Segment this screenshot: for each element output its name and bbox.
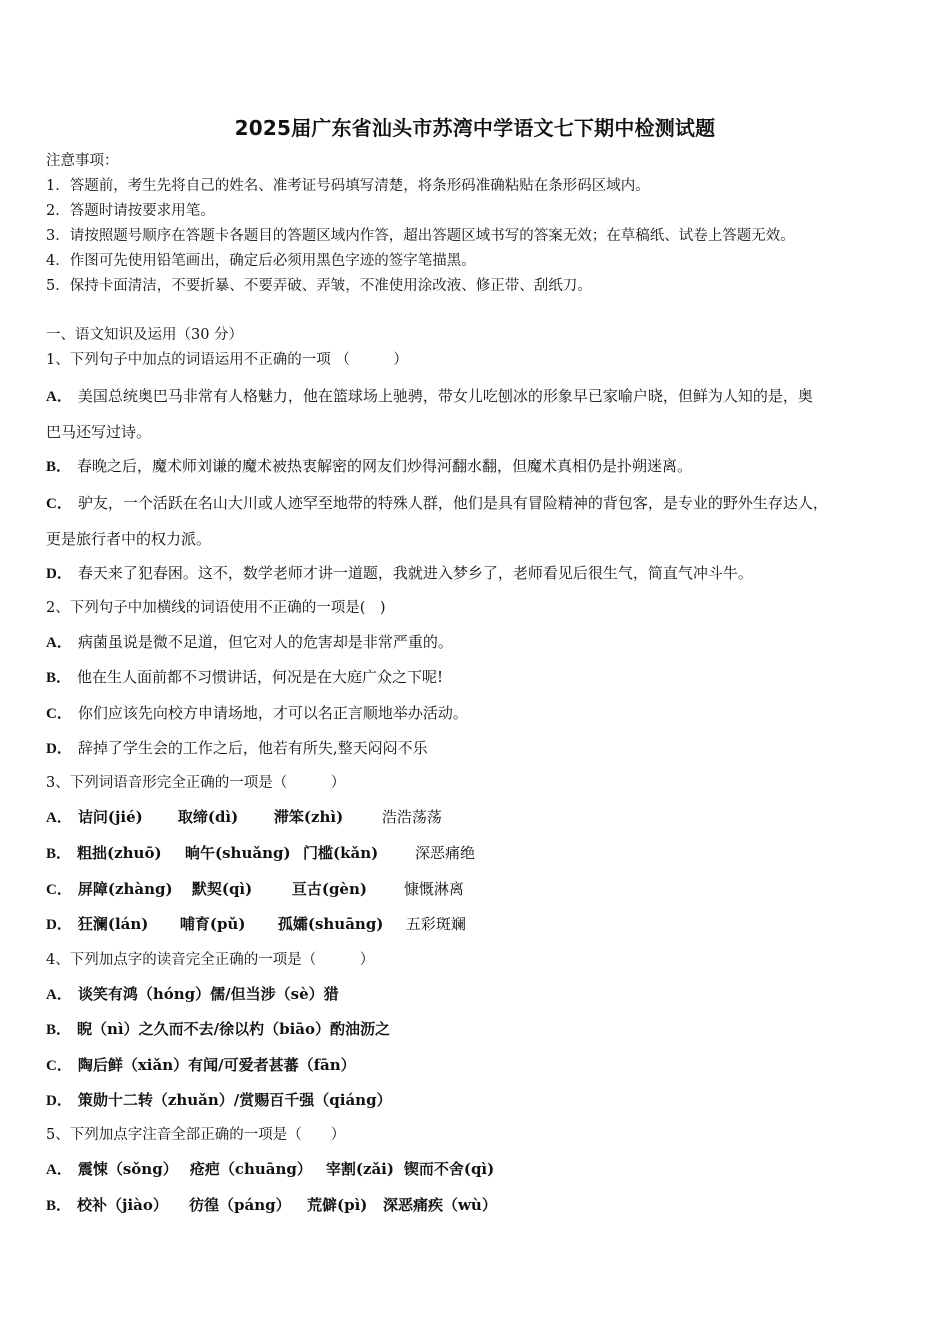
option-text: 春天来了犯春困。这不，数学老师才讲一道题，我就进入梦乡了，老师看见后很生气，简直气冲斗牛。 bbox=[77, 564, 753, 582]
word-item: 诘问(jié) bbox=[77, 808, 143, 826]
q1-option-c bbox=[46, 493, 828, 514]
page-title: 2025届广东省汕头市苏湾中学语文七下期中检测试题 bbox=[234, 116, 716, 140]
option-label: D． bbox=[46, 917, 72, 933]
q1-stem: 1、下列句子中加点的词语运用不正确的一项 （ ） bbox=[46, 352, 408, 368]
q1-option-a-cont: 巴马还写过诗。 bbox=[46, 423, 152, 441]
option-text: 驴友，一个活跃在名山大川或人迹罕至地带的特殊人群，他们是具有冒险精神的背包客，是专业的野外生存达人， bbox=[77, 494, 828, 512]
q2-stem: 2、下列句子中加横线的词语使用不正确的一项是( ) bbox=[46, 600, 386, 616]
word-item: 深恶痛绝 bbox=[415, 844, 476, 862]
q3-option-c bbox=[46, 879, 464, 900]
word-item: 慷慨淋离 bbox=[403, 880, 464, 898]
q1-option-c-cont: 更是旅行者中的权力派。 bbox=[46, 530, 212, 548]
word-item: 门槛(kǎn) bbox=[303, 844, 379, 862]
q4-option-d bbox=[46, 1090, 392, 1111]
q3-option-b bbox=[46, 843, 475, 864]
option-text: 你们应该先向校方申请场地，才可以名正言顺地举办活动。 bbox=[77, 704, 468, 722]
option-label: C． bbox=[46, 882, 72, 898]
q4-option-b bbox=[46, 1019, 390, 1040]
q2-option-a bbox=[46, 632, 453, 653]
word-item: 震悚（sǒng） bbox=[77, 1160, 178, 1178]
q2-option-b bbox=[46, 667, 443, 688]
notice-item: 3．请按照题号顺序在答题卡各题目的答题区域内作答，超出答题区域书写的答案无效；在草稿纸、试卷上答题无效。 bbox=[46, 228, 795, 244]
word-item: 疮疤（chuāng） bbox=[189, 1160, 312, 1178]
option-label: B． bbox=[46, 459, 72, 475]
q3-stem: 3、下列词语音形完全正确的一项是（ ） bbox=[46, 775, 346, 791]
notice-item: 2．答题时请按要求用笔。 bbox=[46, 203, 215, 219]
q4-option-a bbox=[46, 984, 339, 1005]
q4-stem: 4、下列加点字的读音完全正确的一项是（ ） bbox=[46, 952, 375, 968]
option-label: D． bbox=[46, 1093, 72, 1109]
word-item: 屏障(zhàng) bbox=[77, 880, 173, 898]
section-heading: 一、语文知识及运用（30 分） bbox=[46, 327, 244, 343]
notice-item: 1．答题前，考生先将自己的姓名、准考证号码填写清楚，将条形码准确粘贴在条形码区域内。 bbox=[46, 178, 650, 194]
q1-option-d bbox=[46, 563, 753, 584]
q1-option-a bbox=[46, 386, 813, 407]
option-label: D． bbox=[46, 741, 72, 757]
q3-option-d bbox=[46, 914, 466, 935]
option-text: 病菌虽说是微不足道，但它对人的危害却是非常严重的。 bbox=[77, 633, 453, 651]
q2-option-c bbox=[46, 703, 468, 724]
q5-stem: 5、下列加点字注音全部正确的一项是（ ） bbox=[46, 1127, 346, 1143]
word-item: 亘古(gèn) bbox=[291, 880, 367, 898]
option-text: 策勋十二转（zhuǎn）/赏赐百千强（qiáng） bbox=[77, 1091, 392, 1109]
option-text: 春晚之后，魔术师刘谦的魔术被热衷解密的网友们炒得河翻水翻，但魔术真相仍是扑朔迷离。 bbox=[77, 457, 693, 475]
option-label: C． bbox=[46, 706, 72, 722]
option-label: B． bbox=[46, 846, 72, 862]
notice-item: 5．保持卡面清洁，不要折暴、不要弄破、弄皱，不准使用涂改液、修正带、刮纸刀。 bbox=[46, 278, 592, 294]
option-label: C． bbox=[46, 1058, 72, 1074]
word-item: 荒僻(pì) bbox=[307, 1196, 368, 1214]
word-item: 五彩斑斓 bbox=[405, 915, 466, 933]
option-text: 辞掉了学生会的工作之后，他若有所失,整天闷闷不乐 bbox=[77, 739, 428, 757]
option-label: A． bbox=[46, 635, 72, 651]
option-label: A． bbox=[46, 389, 72, 405]
option-label: A． bbox=[46, 1162, 72, 1178]
option-label: B． bbox=[46, 1198, 72, 1214]
notice-item: 4．作图可先使用铅笔画出，确定后必须用黑色字迹的签字笔描黑。 bbox=[46, 253, 476, 269]
word-item: 默契(qì) bbox=[191, 880, 253, 898]
word-item: 孤孀(shuāng) bbox=[277, 915, 384, 933]
notice-heading: 注意事项： bbox=[46, 153, 119, 169]
word-item: 校补（jiào） bbox=[77, 1196, 168, 1214]
option-text: 谈笑有鸿（hóng）儒/但当涉（sè）猎 bbox=[77, 985, 339, 1003]
q2-option-d bbox=[46, 738, 428, 759]
option-label: A． bbox=[46, 987, 72, 1003]
word-item: 取缔(dì) bbox=[177, 808, 239, 826]
option-text: 他在生人面前都不习惯讲话，何况是在大庭广众之下呢! bbox=[77, 668, 444, 686]
option-label: C． bbox=[46, 496, 72, 512]
option-text: 美国总统奥巴马非常有人格魅力，他在篮球场上驰骋，带女儿吃刨冰的形象早已家喻户晓，但鲜为人知的是，奥 bbox=[77, 387, 813, 405]
word-item: 彷徨（páng） bbox=[189, 1196, 291, 1214]
option-label: B． bbox=[46, 670, 72, 686]
option-label: D． bbox=[46, 566, 72, 582]
q3-option-a bbox=[46, 807, 442, 828]
word-item: 宰割(zǎi) bbox=[325, 1160, 394, 1178]
word-item: 晌午(shuǎng) bbox=[185, 844, 291, 862]
q4-option-c bbox=[46, 1055, 356, 1076]
word-item: 浩浩荡荡 bbox=[381, 808, 442, 826]
q5-option-b bbox=[46, 1195, 497, 1216]
word-item: 滞笨(zhì) bbox=[273, 808, 344, 826]
q1-option-b bbox=[46, 456, 692, 477]
word-item: 锲而不舍(qì) bbox=[403, 1160, 495, 1178]
word-item: 狂澜(lán) bbox=[77, 915, 149, 933]
word-item: 哺育(pǔ) bbox=[179, 915, 246, 933]
q5-option-a bbox=[46, 1159, 494, 1180]
word-item: 粗拙(zhuō) bbox=[77, 844, 162, 862]
option-label: B． bbox=[46, 1022, 72, 1038]
word-item: 深恶痛疾（wù） bbox=[383, 1196, 497, 1214]
option-label: A． bbox=[46, 810, 72, 826]
option-text: 睨（nì）之久而不去/徐以杓（biāo）酌油沥之 bbox=[77, 1020, 391, 1038]
option-text: 陶后鲜（xiǎn）有闻/可爱者甚蕃（fān） bbox=[77, 1056, 356, 1074]
